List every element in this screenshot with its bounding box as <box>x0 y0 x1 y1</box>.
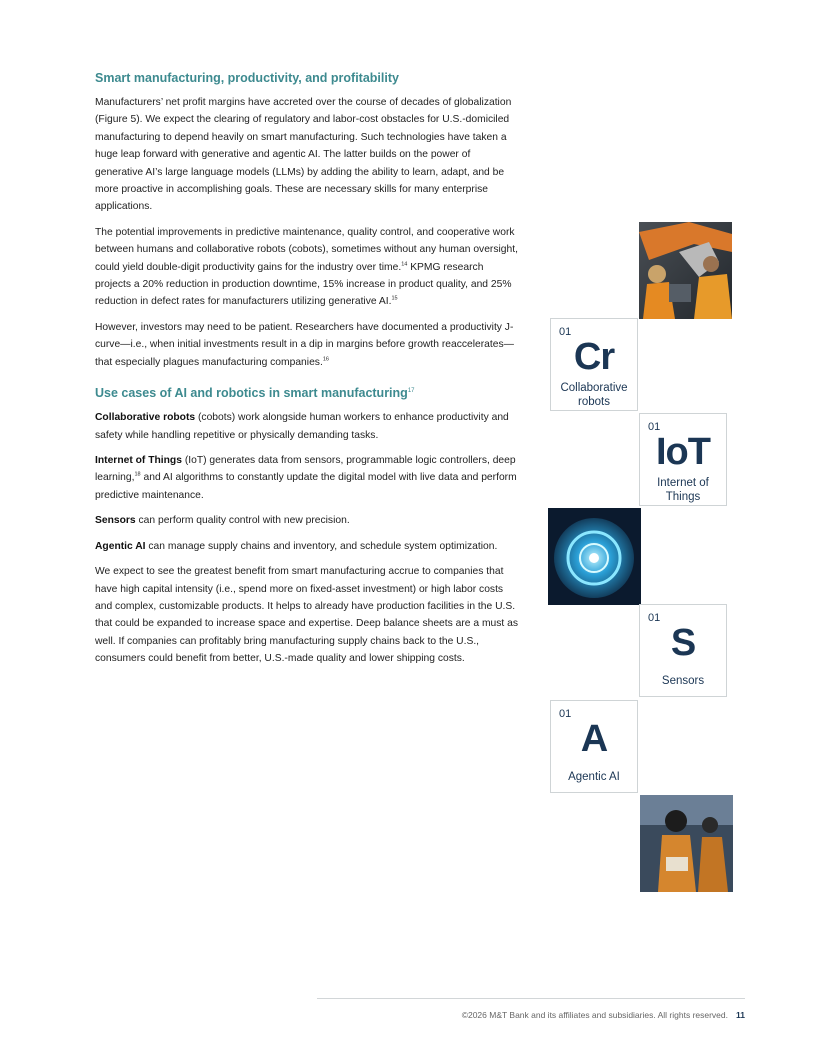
tile-internet-of-things <box>639 413 727 506</box>
tile-collaborative-robots <box>550 318 638 411</box>
tile-label: Collaborative robots <box>560 382 628 408</box>
footer-divider <box>317 998 745 999</box>
footer <box>462 1010 745 1020</box>
tile-number: 01 <box>559 708 572 720</box>
humanoid-robots-image <box>640 795 733 892</box>
tile-label: Internet of Things <box>657 477 709 503</box>
paragraph-cobots: Collaborative robots (cobots) work alongside human workers to enhance productivity and safety while handling repetitive or physically demanding tasks. <box>95 412 509 441</box>
tile-number: 01 <box>559 326 572 338</box>
tile-number: 01 <box>648 421 661 433</box>
tile-symbol: S <box>670 622 696 664</box>
tile-symbol: IoT <box>656 431 710 473</box>
footer-copyright: ©2026 M&T Bank and its affiliates and subsidiaries. All rights reserved. <box>461 1010 728 1020</box>
paragraph-closing: We expect to see the greatest benefit from smart manufacturing accrue to companies that have high capital intensity (i.e., spend more on fixed-asset investment) or high labor costs and complex, customizable products. It helps to already have production facilities in the U.S. that could be expanded to increase space and expertise. Deep balance sheets are a must as well. If companies can profitably bring manufacturing supply chains back to the U.S., consumers could benefit from better, U.S.-made quality and lower shipping costs. <box>95 566 519 665</box>
paragraph-iot: Internet of Things (IoT) generates data from sensors, programmable logic controllers, deep learning,$^{18}$ and AI algorithms to constantly update the digital model with live data and perform predictive maintenance. <box>95 455 517 501</box>
tile-label: Sensors <box>661 675 705 687</box>
page-number: 11 <box>736 1010 745 1020</box>
paragraph-sensors: Sensors can perform quality control with new precision. <box>95 515 350 527</box>
paragraph-margins: Manufacturers’ net profit margins have accreted over the course of decades of globalization (Figure 5). We expect the clearing of regulatory and labor-cost obstacles for U.S.-domiciled manufacturing to depend heavily on smart manufacturing. Such technologies have taken a huge leap forward with generative and agentic AI. The latter builds on the power of generative AI’s large language models (LLMs) by adding the ability to learn, adapt, and be more proactive in accomplishing goals. These are necessary skills for many enterprise applications. <box>95 97 512 213</box>
paragraph-agentic-ai: Agentic AI can manage supply chains and inventory, and schedule system optimization. <box>95 540 498 552</box>
tile-symbol: Cr <box>573 336 615 378</box>
section-heading-use-cases: Use cases of AI and robotics in smart manufacturing$^{17}$ <box>95 386 415 401</box>
tile-symbol: A <box>580 718 608 760</box>
sensor-lens-image <box>548 508 641 605</box>
main-text-column <box>95 70 520 676</box>
tile-sensors <box>639 604 727 697</box>
tile-number: 01 <box>648 612 661 624</box>
paragraph-j-curve: However, investors may need to be patient. Researchers have documented a productivity J-curve—i.e., when initial investments result in a dip in margins before growth reaccelerates—that especially plagues manufacturing companies.$^{16}$ <box>95 321 514 368</box>
tile-agentic-ai <box>550 700 638 793</box>
paragraph-improvements: The potential improvements in predictive maintenance, quality control, and cooperative work between humans and collaborative robots (cobots), sometimes without any human oversight, could yield double-digit productivity gains for the industry over time.$^{14}$ KPMG research projects a 20% reduction in production downtime, 15% increase in product quality, and 25% reduction in defect rates for manufacturers utilizing generative AI.$^{15}$ <box>95 226 518 308</box>
workers-robot-arm-image <box>639 222 732 319</box>
tile-label: Agentic AI <box>568 771 620 783</box>
section-heading-smart-manufacturing: Smart manufacturing, productivity, and profitability <box>95 71 399 85</box>
